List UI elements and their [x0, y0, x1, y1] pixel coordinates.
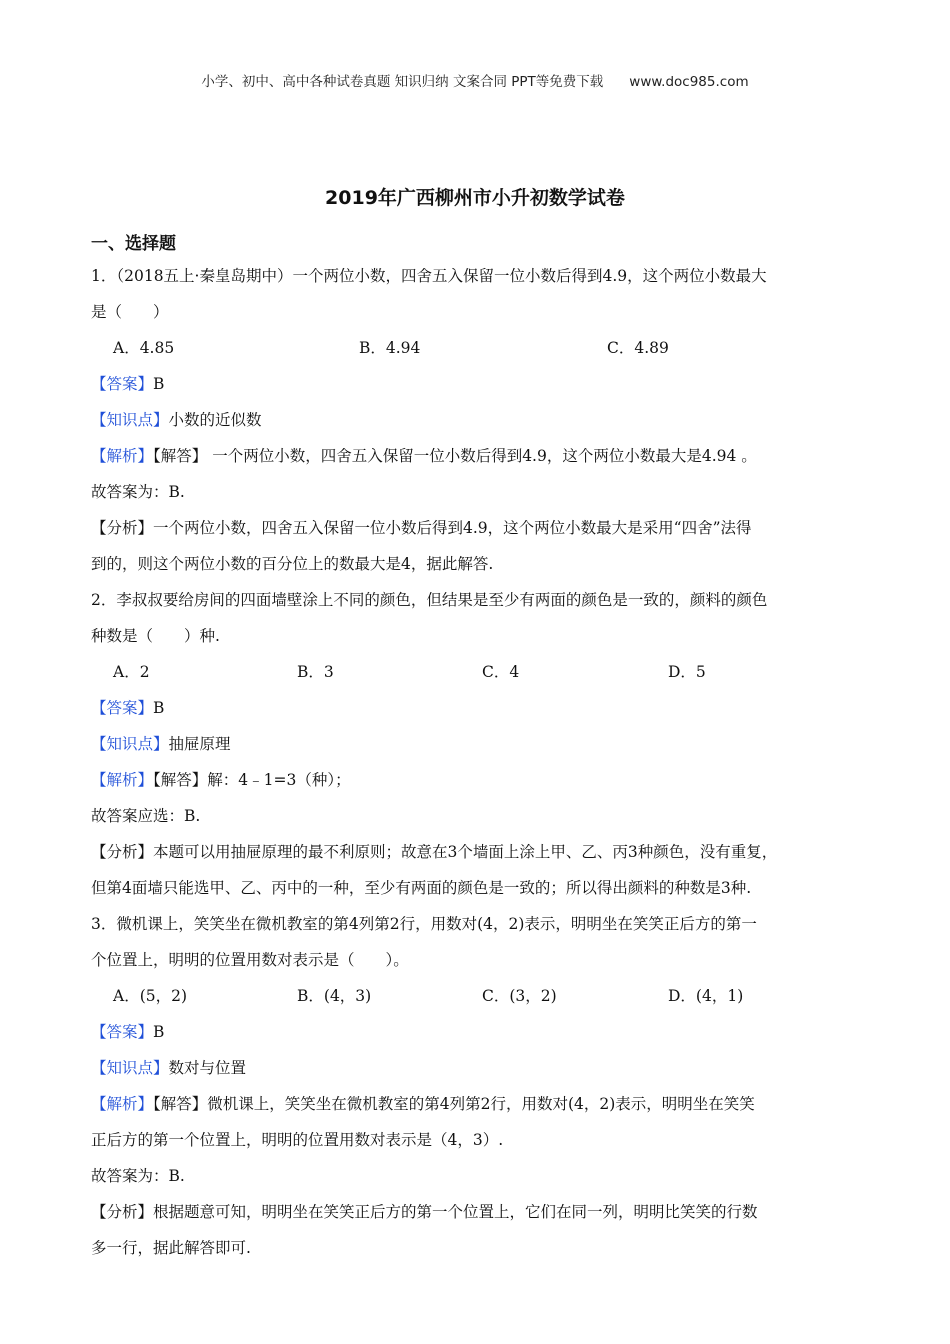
question-1-options: [91, 330, 881, 366]
question-2-stem-line1: 2．李叔叔要给房间的四面墙壁涂上不同的颜色，但结果是至少有两面的颜色是一致的，颜料的颜色: [91, 591, 768, 609]
question-2-fenxi-line1: [91, 834, 881, 870]
answer-label: 【答案】: [91, 1023, 154, 1041]
question-2-analysis: [91, 762, 881, 798]
question-2-fenxi-line2: 但第4面墙只能选甲、乙、丙中的一种，至少有两面的颜色是一致的；所以得出颜料的种数是3种.: [91, 879, 752, 897]
option-c: C．4: [482, 663, 520, 681]
question-2-answer: [91, 690, 881, 726]
question-3-knowledge: [91, 1050, 881, 1086]
question-3-fenxi-line2: 多一行，据此解答即可.: [91, 1239, 251, 1257]
question-2: [91, 582, 881, 906]
question-1: [91, 258, 881, 582]
option-a: A．2: [113, 663, 150, 681]
question-3-analysis-line1: [91, 1086, 881, 1122]
section-heading: 一、选择题: [91, 234, 176, 254]
question-1-knowledge: [91, 402, 881, 438]
header-site-link[interactable]: www.doc985.com: [629, 74, 749, 90]
question-3-conclusion: 故答案为：B.: [91, 1167, 185, 1185]
question-3-stem-line2: 个位置上，明明的位置用数对表示是（ ）。: [91, 951, 409, 969]
option-d: D．5: [668, 663, 706, 681]
analysis-text: 【解答】微机课上，笑笑坐在微机教室的第4列第2行，用数对(4，2)表示，明明坐在笑笑: [153, 1095, 755, 1113]
option-b: B．(4，3): [297, 987, 372, 1005]
fenxi-text: 本题可以用抽屉原理的最不利原则；故意在3个墙面上涂上甲、乙、丙3种颜色，没有重复，: [153, 843, 778, 861]
knowledge-value: 抽屉原理: [168, 735, 231, 753]
answer-value: B: [153, 375, 165, 393]
fenxi-text: 一个两位小数，四舍五入保留一位小数后得到4.9，这个两位小数最大是采用“四舍”法得: [153, 519, 752, 537]
analysis-text: 【解答】 一个两位小数，四舍五入保留一位小数后得到4.9，这个两位小数最大是4.94 。: [153, 447, 757, 465]
knowledge-label: 【知识点】: [91, 1059, 169, 1077]
question-2-stem-line2: 种数是（ ）种.: [91, 627, 220, 645]
option-d: D．(4，1): [668, 987, 744, 1005]
question-2-options: [91, 654, 881, 690]
option-b: B．3: [297, 663, 334, 681]
question-3-options: [91, 978, 881, 1014]
question-2-conclusion: 故答案应选：B.: [91, 807, 201, 825]
knowledge-value: 小数的近似数: [168, 411, 262, 429]
analysis-text: 【解答】解：4﹣1=3（种）；: [153, 771, 351, 789]
question-1-stem-line1: 1．（2018五上·秦皇岛期中）一个两位小数，四舍五入保留一位小数后得到4.9，这个两位小数最大: [91, 267, 767, 285]
question-1-stem-line2: 是（ ）: [91, 303, 169, 321]
option-c: C．4.89: [607, 339, 669, 357]
fenxi-label: 【分析】: [91, 519, 154, 537]
analysis-label: 【解析】: [91, 771, 154, 789]
knowledge-label: 【知识点】: [91, 411, 169, 429]
header-text: 小学、初中、高中各种试卷真题 知识归纳 文案合同 PPT等免费下载: [201, 74, 604, 90]
fenxi-label: 【分析】: [91, 843, 154, 861]
question-3-answer: [91, 1014, 881, 1050]
page-title: 2019年广西柳州市小升初数学试卷: [325, 187, 625, 209]
analysis-label: 【解析】: [91, 447, 154, 465]
page-header: [0, 70, 950, 90]
knowledge-label: 【知识点】: [91, 735, 169, 753]
answer-value: B: [153, 699, 165, 717]
analysis-label: 【解析】: [91, 1095, 154, 1113]
question-1-answer: [91, 366, 881, 402]
question-2-knowledge: [91, 726, 881, 762]
option-c: C．(3，2): [482, 987, 557, 1005]
question-3-analysis-line2: 正后方的第一个位置上，明明的位置用数对表示是（4，3）.: [91, 1131, 504, 1149]
option-a: A．4.85: [113, 339, 175, 357]
document-body: [91, 230, 881, 1266]
question-3-stem-line1: 3．微机课上，笑笑坐在微机教室的第4列第2行，用数对(4，2)表示，明明坐在笑笑正后方的第一: [91, 915, 757, 933]
question-1-fenxi-line1: [91, 510, 881, 546]
answer-value: B: [153, 1023, 165, 1041]
question-1-fenxi-line2: 到的，则这个两位小数的百分位上的数最大是4，据此解答.: [91, 555, 494, 573]
fenxi-text: 根据题意可知，明明坐在笑笑正后方的第一个位置上，它们在同一列，明明比笑笑的行数: [153, 1203, 758, 1221]
option-a: A．(5，2): [113, 987, 188, 1005]
question-1-conclusion: 故答案为：B.: [91, 483, 185, 501]
fenxi-label: 【分析】: [91, 1203, 154, 1221]
knowledge-value: 数对与位置: [168, 1059, 247, 1077]
answer-label: 【答案】: [91, 699, 154, 717]
question-1-analysis: [91, 438, 881, 474]
answer-label: 【答案】: [91, 375, 154, 393]
option-b: B．4.94: [359, 339, 421, 357]
question-3: [91, 906, 881, 1266]
question-3-fenxi-line1: [91, 1194, 881, 1230]
